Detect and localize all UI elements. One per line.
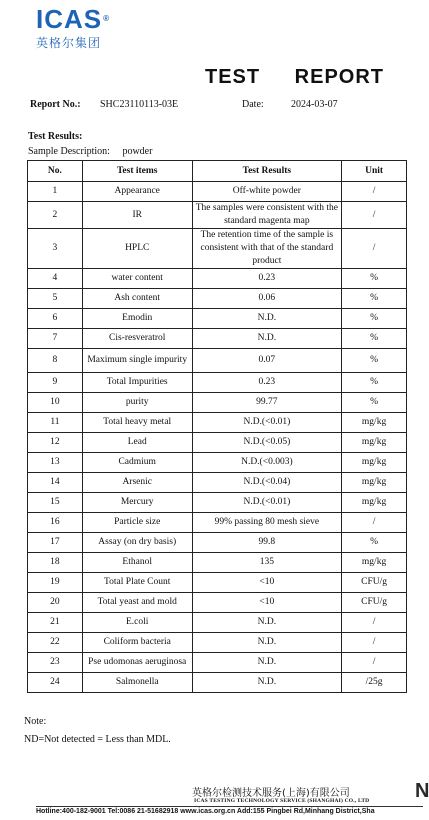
row-test-item: Cadmium	[82, 453, 192, 473]
row-test-item: IR	[82, 202, 192, 229]
row-test-item: Particle size	[82, 513, 192, 533]
row-test-result: N.D.	[192, 653, 342, 673]
row-no: 11	[28, 413, 83, 433]
table-row	[28, 573, 407, 593]
report-no-label: Report No.:	[30, 99, 81, 110]
report-no-value: SHC23110113-03E	[100, 99, 179, 110]
row-no: 4	[28, 269, 83, 289]
row-unit: /25g	[342, 673, 407, 693]
table-row	[28, 633, 407, 653]
row-no: 12	[28, 433, 83, 453]
sample-value: powder	[122, 146, 153, 157]
row-no: 9	[28, 373, 83, 393]
row-no: 23	[28, 653, 83, 673]
table-row	[28, 493, 407, 513]
table-row	[28, 393, 407, 413]
footer-contact: Hotline:400-182-9001 Tel:0086 21-51682918 www.icas.org.cn Add:155 Pingbei Rd,Minhang District,Sha	[36, 808, 375, 815]
table-row	[28, 229, 407, 269]
row-unit: /	[342, 613, 407, 633]
row-no: 3	[28, 229, 83, 269]
row-test-item: Assay (on dry basis)	[82, 533, 192, 553]
row-test-item: Ethanol	[82, 553, 192, 573]
table-row	[28, 309, 407, 329]
table-row	[28, 413, 407, 433]
row-no: 14	[28, 473, 83, 493]
footer-company-cn: 英格尔检测技术服务(上海)有限公司	[192, 788, 350, 799]
row-test-result: N.D.	[192, 673, 342, 693]
row-test-result: 99.77	[192, 393, 342, 413]
footer-divider	[36, 806, 423, 807]
row-test-item: Cis-resveratrol	[82, 329, 192, 349]
row-test-result: 0.23	[192, 269, 342, 289]
row-test-item: Maximum single impurity	[82, 349, 192, 373]
row-test-result: N.D.	[192, 329, 342, 349]
row-test-result: 99.8	[192, 533, 342, 553]
row-unit: %	[342, 349, 407, 373]
row-test-item: Total Plate Count	[82, 573, 192, 593]
row-no: 6	[28, 309, 83, 329]
row-test-item: Appearance	[82, 182, 192, 202]
row-unit: %	[342, 289, 407, 309]
table-row	[28, 453, 407, 473]
table-row	[28, 593, 407, 613]
note-label: Note:	[24, 716, 47, 727]
row-test-result: N.D.(<0.01)	[192, 413, 342, 433]
table-row	[28, 182, 407, 202]
nd-definition: ND=Not detected = Less than MDL.	[24, 734, 171, 745]
table-row	[28, 373, 407, 393]
row-unit: /	[342, 182, 407, 202]
row-test-result: N.D.	[192, 613, 342, 633]
row-unit: %	[342, 329, 407, 349]
row-test-result: N.D.	[192, 633, 342, 653]
table-row	[28, 269, 407, 289]
row-unit: %	[342, 393, 407, 413]
row-test-item: Coliform bacteria	[82, 633, 192, 653]
row-unit: CFU/g	[342, 573, 407, 593]
row-test-result: The samples were consistent with the standard magenta map	[192, 202, 342, 229]
footer-company-en: ICAS TESTING TECHNOLOGY SERVICE (SHANGHAI) CO., LTD	[194, 798, 370, 804]
logo-text: ICAS	[36, 4, 103, 34]
row-test-item: purity	[82, 393, 192, 413]
table-row	[28, 473, 407, 493]
row-unit: mg/kg	[342, 413, 407, 433]
row-unit: %	[342, 533, 407, 553]
row-no: 8	[28, 349, 83, 373]
row-no: 24	[28, 673, 83, 693]
row-no: 2	[28, 202, 83, 229]
row-test-result: <10	[192, 573, 342, 593]
row-unit: %	[342, 269, 407, 289]
row-test-result: 99% passing 80 mesh sieve	[192, 513, 342, 533]
table-row	[28, 653, 407, 673]
header-no: No.	[28, 161, 83, 182]
row-test-result: 0.23	[192, 373, 342, 393]
report-title: TEST REPORT	[205, 66, 385, 88]
table-row	[28, 329, 407, 349]
row-no: 1	[28, 182, 83, 202]
row-no: 17	[28, 533, 83, 553]
row-test-item: Mercury	[82, 493, 192, 513]
row-test-result: Off-white powder	[192, 182, 342, 202]
row-unit: /	[342, 202, 407, 229]
row-unit: mg/kg	[342, 553, 407, 573]
table-row	[28, 433, 407, 453]
row-no: 21	[28, 613, 83, 633]
row-test-item: Total Impurities	[82, 373, 192, 393]
row-test-result: 0.06	[192, 289, 342, 309]
table-row	[28, 553, 407, 573]
row-test-result: N.D.(<0.01)	[192, 493, 342, 513]
date-label: Date:	[242, 99, 264, 110]
table-header-row	[28, 161, 407, 182]
row-no: 16	[28, 513, 83, 533]
company-logo	[36, 6, 110, 51]
row-no: 5	[28, 289, 83, 309]
row-unit: %	[342, 309, 407, 329]
row-test-item: Total heavy metal	[82, 413, 192, 433]
row-no: 20	[28, 593, 83, 613]
header-unit: Unit	[342, 161, 407, 182]
header-test-results: Test Results	[192, 161, 342, 182]
row-test-result: N.D.(<0.04)	[192, 473, 342, 493]
row-test-result: N.D.(<0.05)	[192, 433, 342, 453]
registered-mark: ®	[103, 14, 111, 23]
row-test-item: water content	[82, 269, 192, 289]
row-no: 19	[28, 573, 83, 593]
table-row	[28, 202, 407, 229]
row-unit: %	[342, 373, 407, 393]
row-unit: /	[342, 633, 407, 653]
row-test-item: Total yeast and mold	[82, 593, 192, 613]
row-unit: /	[342, 229, 407, 269]
row-unit: mg/kg	[342, 433, 407, 453]
row-no: 18	[28, 553, 83, 573]
row-unit: mg/kg	[342, 453, 407, 473]
row-unit: CFU/g	[342, 593, 407, 613]
sample-label: Sample Description:	[28, 146, 110, 157]
logo-subtitle: 英格尔集团	[36, 36, 102, 50]
row-test-item: E.coli	[82, 613, 192, 633]
row-unit: /	[342, 513, 407, 533]
row-no: 22	[28, 633, 83, 653]
header-test-items: Test items	[82, 161, 192, 182]
row-test-result: <10	[192, 593, 342, 613]
table-row	[28, 613, 407, 633]
row-test-result: The retention time of the sample is consistent with that of the standard product	[192, 229, 342, 269]
row-test-item: Pse udomonas aeruginosa	[82, 653, 192, 673]
table-row	[28, 673, 407, 693]
row-no: 10	[28, 393, 83, 413]
row-test-item: HPLC	[82, 229, 192, 269]
table-row	[28, 533, 407, 553]
row-no: 15	[28, 493, 83, 513]
row-unit: mg/kg	[342, 473, 407, 493]
row-test-item: Emodin	[82, 309, 192, 329]
row-test-item: Lead	[82, 433, 192, 453]
table-row	[28, 289, 407, 309]
table-row	[28, 349, 407, 373]
row-test-result: N.D.	[192, 309, 342, 329]
row-test-result: 0.07	[192, 349, 342, 373]
date-value: 2024-03-07	[291, 99, 338, 110]
row-unit: mg/kg	[342, 493, 407, 513]
row-no: 13	[28, 453, 83, 473]
row-test-item: Arsenic	[82, 473, 192, 493]
row-test-item: Ash content	[82, 289, 192, 309]
row-test-item: Salmonella	[82, 673, 192, 693]
row-unit: /	[342, 653, 407, 673]
results-table	[27, 160, 407, 693]
table-row	[28, 513, 407, 533]
row-test-result: N.D.(<0.003)	[192, 453, 342, 473]
test-results-heading: Test Results:	[28, 131, 83, 142]
row-no: 7	[28, 329, 83, 349]
sample-description	[28, 146, 152, 157]
row-test-result: 135	[192, 553, 342, 573]
side-mark: N	[415, 780, 429, 802]
